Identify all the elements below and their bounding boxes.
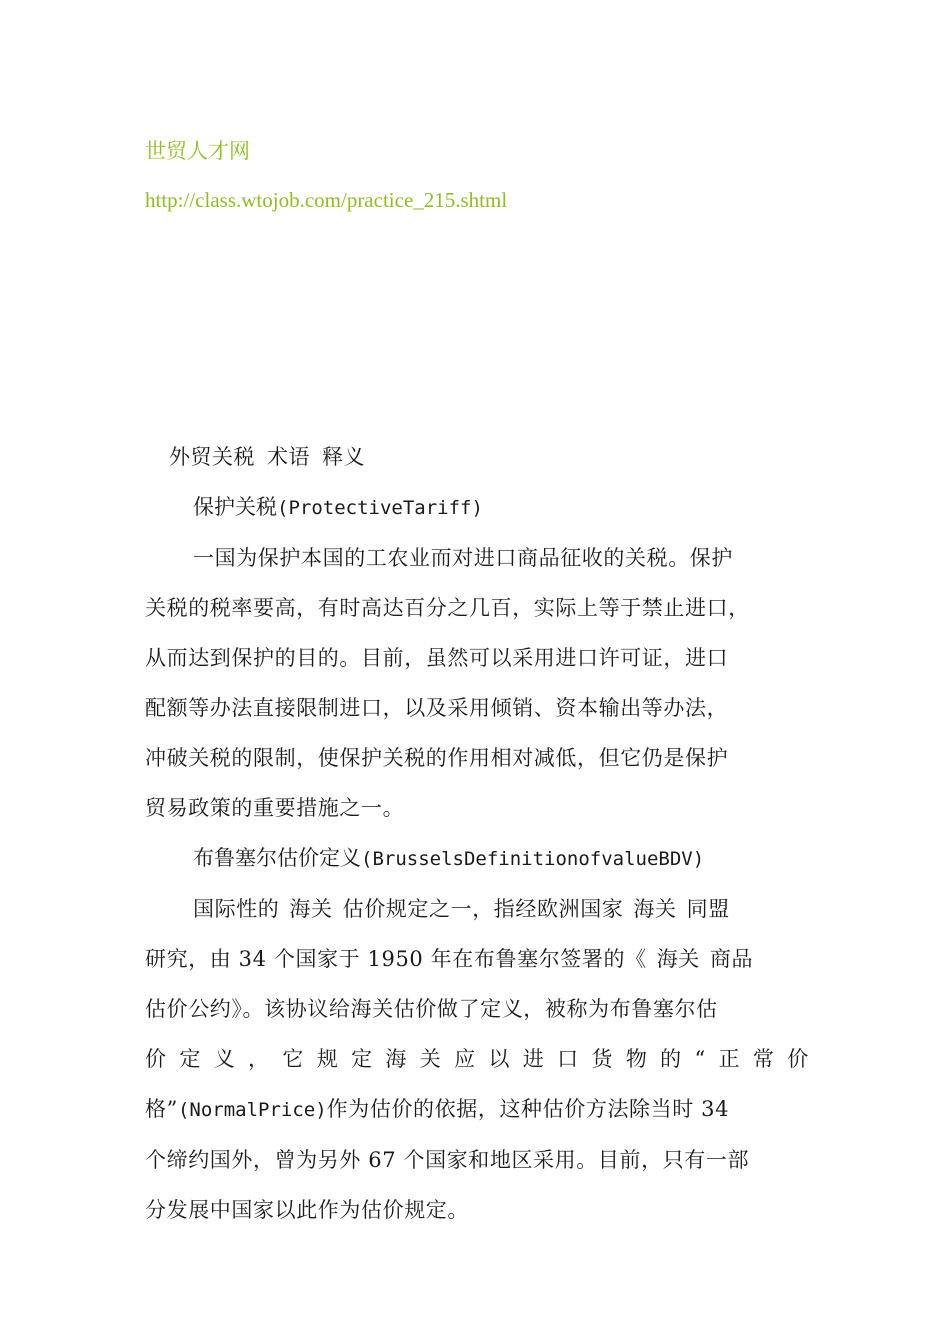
paragraph-line: 配额等办法直接限制进口，以及采用倾销、资本输出等办法， xyxy=(145,696,729,720)
spread-char: 进 xyxy=(522,1047,545,1071)
spread-char: 价 xyxy=(787,1047,809,1071)
paragraph-line: 贸易政策的重要措施之一。 xyxy=(145,796,405,820)
document-title xyxy=(145,432,809,482)
term-en: (NormalPrice) xyxy=(177,1099,327,1121)
paragraph-line xyxy=(145,1084,809,1135)
spread-char: 价 xyxy=(145,1047,167,1071)
paragraph-line: 从而达到保护的目的。目前，虽然可以采用进口许可证，进口 xyxy=(145,646,729,670)
spread-char: 定 xyxy=(351,1047,373,1071)
spread-char: 口 xyxy=(557,1047,579,1071)
text-segment: 国际性的 xyxy=(193,897,280,921)
spread-char: 规 xyxy=(316,1047,339,1071)
text-segment: 作为估价的依据，这种估价方法除当时 34 xyxy=(326,1097,730,1121)
paragraph-protective-tariff xyxy=(145,533,809,833)
spread-char: 的 xyxy=(660,1047,682,1071)
spread-char: 海 xyxy=(385,1047,408,1071)
text-segment: 商品 xyxy=(709,947,754,971)
paragraph-line xyxy=(145,884,809,934)
spread-char: 以 xyxy=(488,1047,511,1071)
term-zh: 布鲁塞尔估价定义 xyxy=(193,846,361,870)
spread-char: 定 xyxy=(179,1047,201,1071)
customs-link[interactable]: 海关 xyxy=(656,947,700,971)
text-segment: 同盟 xyxy=(686,897,730,921)
text-segment: 研究，由 34 个国家于 1950 年在布鲁塞尔签署的《 xyxy=(145,947,647,971)
spread-char: 它 xyxy=(282,1047,304,1071)
spread-char: 关 xyxy=(419,1047,442,1071)
spread-char: ， xyxy=(248,1047,270,1071)
spread-char: “ xyxy=(694,1047,706,1071)
paragraph-line: 个缔约国外，曾为另外 67 个国家和地区采用。目前，只有一部 xyxy=(145,1148,750,1172)
paragraph-line: 分发展中国家以此作为估价规定。 xyxy=(145,1198,469,1222)
spread-char: 常 xyxy=(752,1047,775,1071)
paragraph-line xyxy=(145,934,809,984)
text-segment: 格” xyxy=(145,1097,178,1121)
site-url-link[interactable]: http://class.wtojob.com/practice_215.shtml xyxy=(145,188,508,212)
customs-link[interactable]: 海关 xyxy=(289,897,333,921)
title-part-1: 外贸关税 xyxy=(169,445,255,469)
spread-char: 正 xyxy=(718,1047,741,1071)
paragraph-line: 估价公约》。该协议给海关估价做了定义，被称为布鲁塞尔估 xyxy=(145,997,718,1021)
customs-link[interactable]: 海关 xyxy=(633,897,677,921)
paragraph-line-justified xyxy=(145,1034,809,1084)
spread-char: 义 xyxy=(213,1047,236,1071)
text-segment: 估价规定之一，指经欧洲国家 xyxy=(342,897,624,921)
paragraph-line: 一国为保护本国的工农业而对进口商品征收的关税。保护 xyxy=(193,546,733,570)
title-part-2: 术语 xyxy=(267,445,310,469)
spread-char: 货 xyxy=(591,1047,614,1071)
paragraph-line: 冲破关税的限制，使保护关税的作用相对减低，但它仍是保护 xyxy=(145,746,729,770)
site-name-link[interactable]: 世贸人才网 xyxy=(145,139,250,163)
term-heading-bdv xyxy=(145,833,809,884)
term-en: (ProtectiveTariff) xyxy=(277,497,483,519)
document-body xyxy=(145,432,809,1235)
paragraph-line: 关税的税率要高，有时高达百分之几百，实际上等于禁止进口， xyxy=(145,596,750,620)
term-en: (BrusselsDefinitionofvalueBDV) xyxy=(361,848,705,870)
title-part-3: 释义 xyxy=(322,445,365,469)
spread-char: 应 xyxy=(454,1047,476,1071)
spread-char: 物 xyxy=(625,1047,648,1071)
term-heading-protective-tariff xyxy=(145,482,809,533)
paragraph-bdv xyxy=(145,884,809,1235)
term-zh: 保护关税 xyxy=(193,495,277,519)
